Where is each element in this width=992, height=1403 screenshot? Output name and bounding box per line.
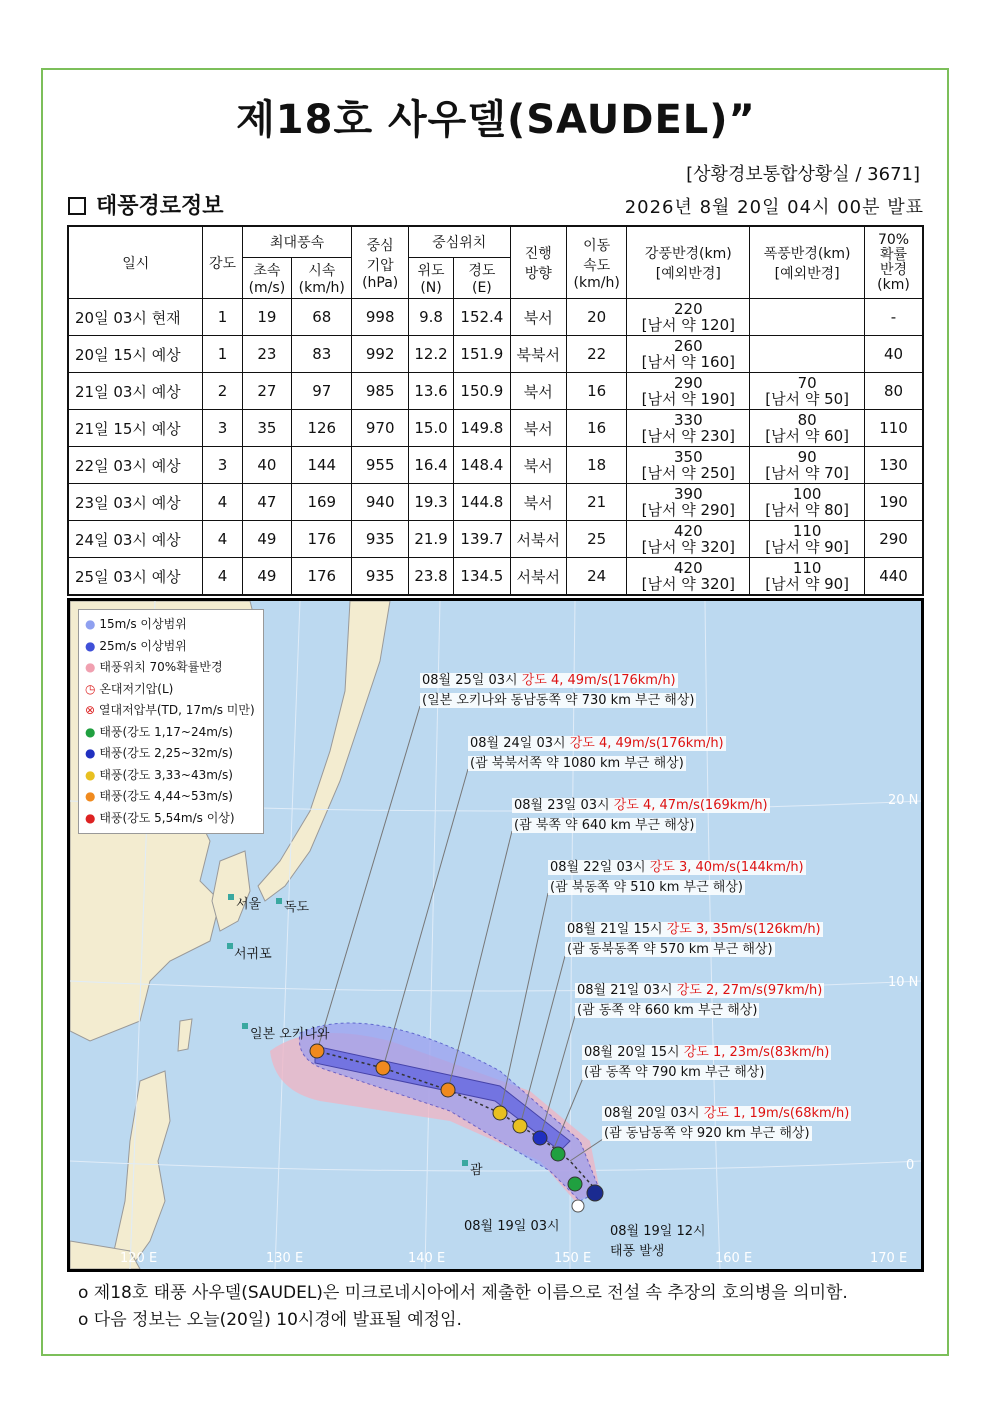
cell-direction: 북서 — [510, 484, 566, 521]
label-seogwipo: 서귀포 — [234, 947, 272, 962]
cell-pressure: 935 — [352, 521, 408, 558]
cell-storm-radius: 70 [남서 약 50] — [750, 373, 865, 410]
legend-item: ◷ 온대저기압(L) — [85, 681, 174, 696]
cell-wind-kmh: 83 — [292, 336, 352, 373]
cell-strength: 4 — [203, 558, 242, 596]
cell-pressure: 985 — [352, 373, 408, 410]
cell-pressure: 955 — [352, 447, 408, 484]
table-row — [68, 410, 923, 447]
japan — [258, 601, 390, 901]
cell-lon: 134.5 — [454, 558, 510, 596]
table-row — [68, 521, 923, 558]
cell-lon: 151.9 — [454, 336, 510, 373]
marker-22d03 — [493, 1106, 507, 1120]
header-speed: 이동 속도 (km/h) — [566, 226, 626, 299]
annotation-21d15: 08월 21일 15시 강도 3, 35m/s(126km/h) (괌 동북동쪽 약 570 km 부근 해상) — [567, 922, 821, 957]
map-legend — [78, 609, 264, 834]
cell-wind-kmh: 176 — [292, 558, 352, 596]
annotation-21d03: 08월 21일 03시 강도 2, 27m/s(97km/h) (괌 동쪽 약 660 km 부근 해상) — [577, 983, 823, 1018]
cell-speed: 18 — [566, 447, 626, 484]
note-line: o 제18호 태풍 사우델(SAUDEL)은 미크로네시아에서 제출한 이름으로 전설 속 추장의 호의병을 의미함. — [78, 1283, 848, 1303]
cell-direction: 북북서 — [510, 336, 566, 373]
annotation-22d03: 08월 22일 03시 강도 3, 40m/s(144km/h) (괌 북동쪽 약 510 km 부근 해상) — [550, 860, 804, 895]
cell-speed: 22 — [566, 336, 626, 373]
cell-strength: 3 — [203, 410, 242, 447]
cell-lon: 150.9 — [454, 373, 510, 410]
header-max-wind: 최대풍속 — [242, 226, 352, 258]
header-prob: 70% 확률 반경 (km) — [865, 226, 923, 299]
annotation-24d03: 08월 24일 03시 강도 4, 49m/s(176km/h) (괌 북북서쪽 약 1080 km 부근 해상) — [470, 736, 724, 771]
cell-strength: 3 — [203, 447, 242, 484]
legend-item: ● 태풍위치 70%확률반경 — [85, 660, 223, 674]
cell-wind-ms: 40 — [242, 447, 291, 484]
cell-prob: 40 — [865, 336, 923, 373]
cell-speed: 20 — [566, 299, 626, 336]
checkbox-icon — [68, 197, 86, 215]
cell-time: 22일 03시 예상 — [68, 447, 203, 484]
label-start-1912: 08월 19일 12시 — [610, 1224, 706, 1239]
page-title: 제18호 사우델(SAUDEL)” — [236, 97, 756, 143]
cell-time: 20일 15시 예상 — [68, 336, 203, 373]
cell-wind-ms: 47 — [242, 484, 291, 521]
cell-wind-ms: 35 — [242, 410, 291, 447]
cell-lat: 23.8 — [408, 558, 453, 596]
lon-170-label: 170 E — [870, 1251, 908, 1266]
cell-pressure: 935 — [352, 558, 408, 596]
annotation-20d03: 08월 20일 03시 강도 1, 19m/s(68km/h) (괌 동남동쪽 약 920 km 부근 해상) — [604, 1106, 850, 1141]
cell-wind-kmh: 97 — [292, 373, 352, 410]
table-row — [68, 484, 923, 521]
annotation-23d03: 08월 23일 03시 강도 4, 47m/s(169km/h) (괌 북쪽 약 640 km 부근 해상) — [514, 798, 768, 833]
header-wind-ms: 초속 (m/s) — [242, 258, 291, 299]
cell-strength: 4 — [203, 484, 242, 521]
cell-wind-ms: 49 — [242, 558, 291, 596]
cell-strength: 4 — [203, 521, 242, 558]
legend-item: ● 태풍(강도 1,17~24m/s) — [85, 724, 233, 739]
annotation-25d03: 08월 25일 03시 강도 4, 49m/s(176km/h) (일본 오키나와 동남동쪽 약 730 km 부근 해상) — [422, 673, 695, 708]
cell-lat: 19.3 — [408, 484, 453, 521]
cell-pressure: 998 — [352, 299, 408, 336]
cell-lon: 149.8 — [454, 410, 510, 447]
marker-24d03 — [376, 1061, 390, 1075]
lat-20-label: 20 N — [888, 793, 919, 808]
legend-item: ● 태풍(강도 5,54m/s 이상) — [85, 810, 235, 825]
cell-strong-radius: 330 [남서 약 230] — [627, 410, 750, 447]
cell-speed: 16 — [566, 410, 626, 447]
cell-time: 25일 03시 예상 — [68, 558, 203, 596]
cell-lon: 148.4 — [454, 447, 510, 484]
cell-lon: 152.4 — [454, 299, 510, 336]
table-row — [68, 299, 923, 336]
cell-time: 20일 03시 현재 — [68, 299, 203, 336]
header-time: 일시 — [68, 226, 203, 299]
cell-direction: 북서 — [510, 373, 566, 410]
track-map — [67, 598, 924, 1272]
cell-prob: 80 — [865, 373, 923, 410]
lat-0-label: 0 — [906, 1158, 915, 1173]
table-row — [68, 447, 923, 484]
cell-wind-ms: 49 — [242, 521, 291, 558]
cell-direction: 북서 — [510, 447, 566, 484]
cell-pressure: 992 — [352, 336, 408, 373]
table-row — [68, 336, 923, 373]
cell-strong-radius: 350 [남서 약 250] — [627, 447, 750, 484]
cell-time: 23일 03시 예상 — [68, 484, 203, 521]
cell-time: 24일 03시 예상 — [68, 521, 203, 558]
marker-current — [587, 1185, 603, 1201]
marker-20d03 — [568, 1177, 582, 1191]
annotation-20d15: 08월 20일 15시 강도 1, 23m/s(83km/h) (괌 동쪽 약 790 km 부근 해상) — [584, 1045, 830, 1080]
legend-item: ● 태풍(강도 3,33~43m/s) — [85, 767, 233, 782]
cell-pressure: 970 — [352, 410, 408, 447]
cell-wind-kmh: 126 — [292, 410, 352, 447]
cell-lat: 15.0 — [408, 410, 453, 447]
cell-prob: 190 — [865, 484, 923, 521]
cell-lat: 12.2 — [408, 336, 453, 373]
marker-25d03 — [310, 1044, 324, 1058]
label-genesis: 태풍 발생 — [610, 1244, 665, 1259]
cell-storm-radius — [750, 299, 865, 336]
cell-speed: 21 — [566, 484, 626, 521]
cell-strong-radius: 420 [남서 약 320] — [627, 558, 750, 596]
cell-storm-radius: 100 [남서 약 80] — [750, 484, 865, 521]
header-wind-kmh: 시속 (km/h) — [292, 258, 352, 299]
cell-prob: 440 — [865, 558, 923, 596]
lon-120-label: 120 E — [120, 1251, 158, 1266]
cell-direction: 북서 — [510, 410, 566, 447]
cell-strength: 1 — [203, 299, 242, 336]
cell-direction: 북서 — [510, 299, 566, 336]
cell-strength: 2 — [203, 373, 242, 410]
cell-lat: 13.6 — [408, 373, 453, 410]
label-start-0319: 08월 19일 03시 — [464, 1219, 560, 1234]
cell-wind-ms: 27 — [242, 373, 291, 410]
cell-strong-radius: 220 [남서 약 120] — [627, 299, 750, 336]
cell-strength: 1 — [203, 336, 242, 373]
marker-21d03 — [533, 1131, 547, 1145]
cell-speed: 16 — [566, 373, 626, 410]
header-direction: 진행 방향 — [510, 226, 566, 299]
cell-storm-radius: 90 [남서 약 70] — [750, 447, 865, 484]
label-okinawa: 일본 오키나와 — [250, 1027, 330, 1042]
marker-20d15 — [551, 1147, 565, 1161]
lat-10-label: 10 N — [888, 975, 919, 990]
table-body — [68, 299, 923, 596]
philippines — [110, 1071, 170, 1269]
issued-time: 2026년 8월 20일 04시 00분 발표 — [624, 197, 924, 218]
cell-lat: 9.8 — [408, 299, 453, 336]
typhoon-forecast-table — [67, 225, 924, 596]
cell-time: 21일 03시 예상 — [68, 373, 203, 410]
cell-lon: 144.8 — [454, 484, 510, 521]
label-guam: 괌 — [470, 1163, 483, 1178]
header-lat: 위도 (N) — [408, 258, 453, 299]
label-seoul: 서울 — [236, 897, 262, 912]
legend-item: ● 25m/s 이상범위 — [85, 638, 187, 653]
korea-peninsula — [212, 851, 250, 931]
cell-speed: 25 — [566, 521, 626, 558]
cell-wind-kmh: 169 — [292, 484, 352, 521]
label-dokdo: 독도 — [284, 900, 310, 915]
cell-strong-radius: 420 [남서 약 320] — [627, 521, 750, 558]
section-title — [68, 189, 224, 220]
cell-strong-radius: 260 [남서 약 160] — [627, 336, 750, 373]
header-lon: 경도 (E) — [454, 258, 510, 299]
depression-marker — [572, 1200, 584, 1212]
header-strength: 강도 — [203, 226, 242, 299]
cell-strong-radius: 390 [남서 약 290] — [627, 484, 750, 521]
header-pressure: 중심 기압 (hPa) — [352, 226, 408, 299]
cell-prob: - — [865, 299, 923, 336]
cell-wind-ms: 19 — [242, 299, 291, 336]
taiwan — [178, 1019, 192, 1051]
cell-lat: 21.9 — [408, 521, 453, 558]
cell-wind-ms: 23 — [242, 336, 291, 373]
lon-150-label: 150 E — [554, 1251, 592, 1266]
header-strong-radius: 강풍반경(km) [예외반경] — [627, 226, 750, 299]
lon-140-label: 140 E — [408, 1251, 446, 1266]
cell-prob: 110 — [865, 410, 923, 447]
table-row — [68, 558, 923, 596]
section-title-text: 태풍경로정보 — [96, 194, 224, 219]
cell-direction: 서북서 — [510, 521, 566, 558]
legend-item: ● 태풍(강도 4,44~53m/s) — [85, 789, 233, 803]
cell-storm-radius: 80 [남서 약 60] — [750, 410, 865, 447]
cell-prob: 290 — [865, 521, 923, 558]
cell-prob: 130 — [865, 447, 923, 484]
lon-160-label: 160 E — [715, 1251, 753, 1266]
header-center: 중심위치 — [408, 226, 510, 258]
cell-wind-kmh: 68 — [292, 299, 352, 336]
legend-item: ⊗ 열대저압부(TD, 17m/s 미만) — [85, 703, 255, 717]
cell-storm-radius — [750, 336, 865, 373]
header-storm-radius: 폭풍반경(km) [예외반경] — [750, 226, 865, 299]
cell-time: 21일 15시 예상 — [68, 410, 203, 447]
cell-strong-radius: 290 [남서 약 190] — [627, 373, 750, 410]
table-row — [68, 373, 923, 410]
cell-direction: 서북서 — [510, 558, 566, 596]
cell-lat: 16.4 — [408, 447, 453, 484]
note-line: o 다음 정보는 오늘(20일) 10시경에 발표될 예정임. — [78, 1310, 462, 1330]
marker-21d15 — [513, 1119, 527, 1133]
lon-130-label: 130 E — [266, 1251, 304, 1266]
legend-item: ● 태풍(강도 2,25~32m/s) — [85, 746, 233, 760]
legend-item: ● 15m/s 이상범위 — [85, 617, 187, 631]
cell-wind-kmh: 144 — [292, 447, 352, 484]
cell-storm-radius: 110 [남서 약 90] — [750, 521, 865, 558]
cell-lon: 139.7 — [454, 521, 510, 558]
cell-pressure: 940 — [352, 484, 408, 521]
office-label: [상황경보통합상황실 / 3671] — [686, 164, 920, 185]
cell-wind-kmh: 176 — [292, 521, 352, 558]
notes — [78, 1280, 848, 1334]
cell-speed: 24 — [566, 558, 626, 596]
cell-storm-radius: 110 [남서 약 90] — [750, 558, 865, 596]
marker-23d03 — [441, 1083, 455, 1097]
